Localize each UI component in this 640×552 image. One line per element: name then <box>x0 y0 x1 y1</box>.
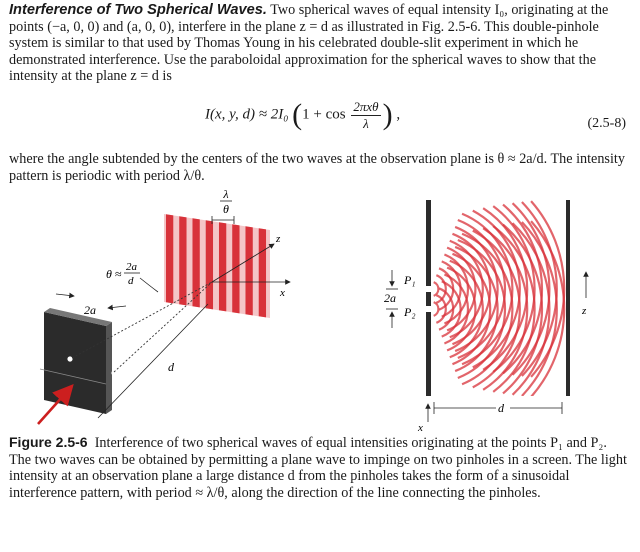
label-x-right: x <box>418 422 423 434</box>
after-equation-paragraph: where the angle subtended by the centers of the two waves at the observation plane is θ ≈ 2a/d. The intensity pattern is periodic with period λ/θ. <box>9 151 625 184</box>
fraction-numerator: 2πxθ <box>353 98 379 114</box>
label-d-left: d <box>168 360 174 374</box>
label-p1: P₁ <box>404 273 416 287</box>
label-p2: P₂ <box>404 305 416 319</box>
fringe-stripe <box>259 228 266 317</box>
label-theta: θ <box>223 202 229 216</box>
label-2a-right: 2a <box>384 291 396 305</box>
right-paren: ) <box>382 98 393 131</box>
wavefront <box>434 302 439 316</box>
label-theta-eq: θ ≈ <box>106 267 122 281</box>
fringe-screen <box>164 214 270 318</box>
fringe-stripe <box>245 226 252 315</box>
d-dimension-left <box>98 304 208 418</box>
observation-plane <box>566 200 570 396</box>
equation-lhs: I(x, y, d) ≈ 2I₀ <box>205 106 289 123</box>
label-lambda: λ <box>223 187 229 201</box>
equation-inner: 1 + cos <box>302 106 346 123</box>
figure-2-5-6 <box>0 186 640 436</box>
label-2a-left: 2a <box>84 303 96 317</box>
label-theta-den: d <box>128 275 134 287</box>
intro-text: Two spherical waves of equal intensity I₀, originating at the points (−a, 0, 0) and (a, 0, 0), interfere in the plane z = d as illustrated in Fig. 2.5-6. This double-pinhole system is similar to that used by Thomas Young in his celebrated double-slit experiment in which he demonstrated interference. Use the paraboloidal approximation for the spherical waves to show that the intensity at the plane z = d is <box>9 2 609 85</box>
pinhole-2 <box>111 370 116 375</box>
fringe-stripe <box>166 214 173 303</box>
label-z-left: z <box>276 233 281 245</box>
fringe-stripe <box>192 218 199 307</box>
section-title: Interference of Two Spherical Waves. <box>9 2 267 18</box>
label-x-left: x <box>280 287 285 299</box>
pinhole-screen <box>40 308 117 414</box>
pinhole-1 <box>67 356 72 361</box>
figure-caption <box>9 434 629 501</box>
equation-trailing: , <box>396 106 401 123</box>
spherical-waves <box>434 201 565 397</box>
equation-number: (2.5-8) <box>587 116 626 131</box>
caption-label: Figure 2.5-6 <box>9 434 88 450</box>
label-z-right: z <box>582 305 587 317</box>
fraction-denominator: λ <box>363 115 369 131</box>
wavefront <box>434 282 439 296</box>
side-pinhole-screen <box>426 200 431 396</box>
fringe-stripe <box>206 220 213 309</box>
equation-2-5-8 <box>0 98 640 138</box>
left-paren: ( <box>292 98 303 131</box>
equation-fraction <box>351 99 380 132</box>
pinhole-screen-front <box>44 312 106 414</box>
theta-angle-arc <box>140 278 158 292</box>
intro-paragraph <box>9 2 629 85</box>
pinhole-screen-side <box>106 322 112 414</box>
fringe-stripe <box>219 222 226 311</box>
label-theta-num: 2a <box>126 261 137 273</box>
caption-text: Interference of two spherical waves of equal intensities originating at the points P₁ and P₂. The two waves can be obtained by permitting a plane wave to impinge on two pinholes in a screen. The light intensity at an observation plane a large distance d from the pinholes takes the form of a sinusoidal interference pattern, with period ≈ λ/θ, along the direction of the line connecting the pinholes. <box>9 435 627 501</box>
label-d-right: d <box>498 401 504 415</box>
figure-svg <box>0 186 640 436</box>
fringe-stripe <box>179 216 186 305</box>
